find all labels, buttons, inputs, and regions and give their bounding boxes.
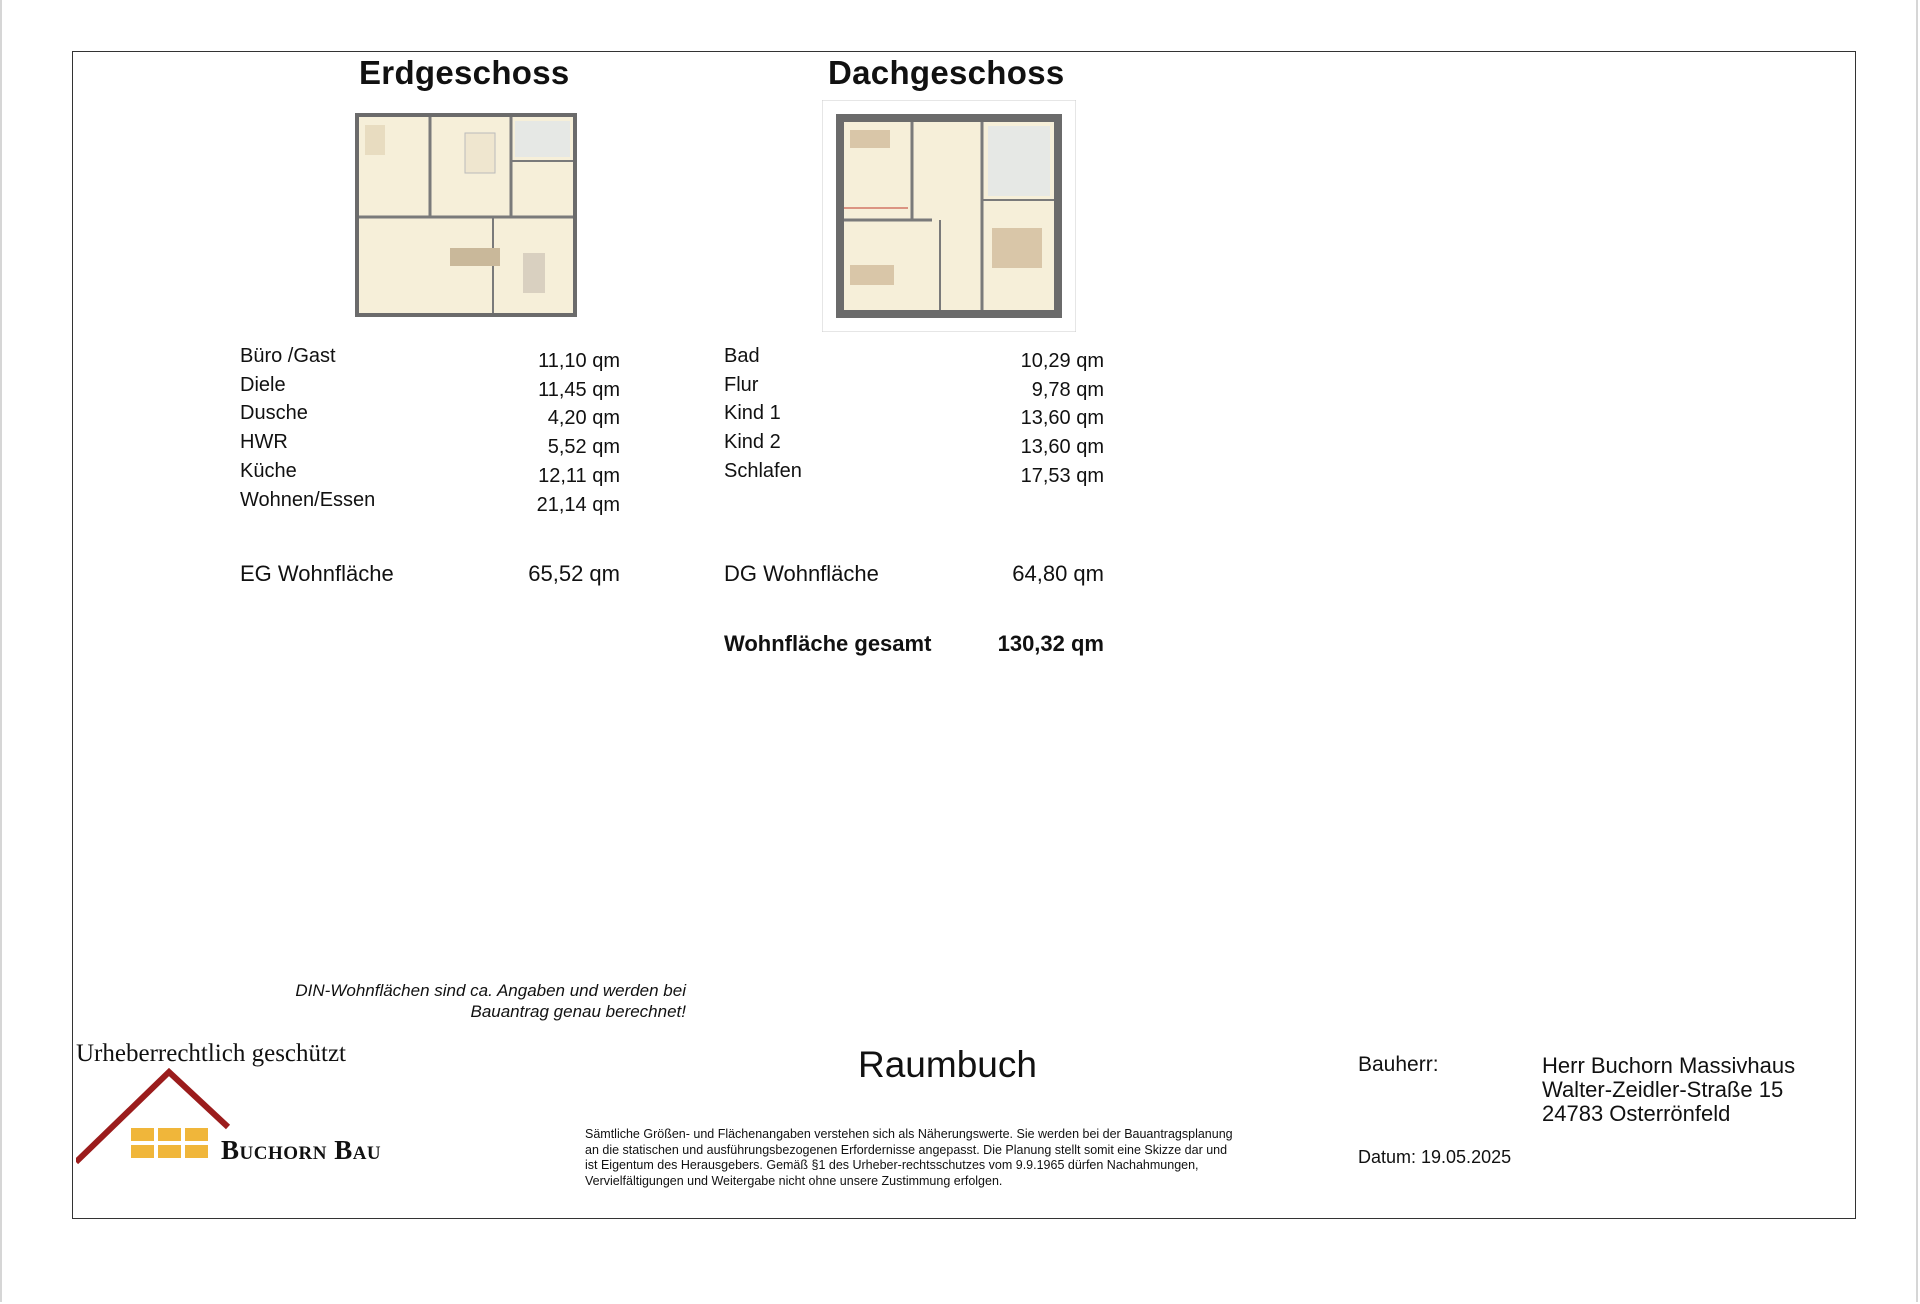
room-area: 10,29 qm bbox=[1020, 350, 1104, 372]
total-value: 130,32 qm bbox=[997, 631, 1104, 656]
eg-summary-value: 65,52 qm bbox=[528, 561, 620, 586]
room-name: Flur bbox=[724, 374, 759, 396]
room-name: Dusche bbox=[240, 402, 308, 424]
client-street: Walter-Zeidler-Straße 15 bbox=[1542, 1077, 1784, 1102]
room-name: Kind 2 bbox=[724, 431, 781, 453]
client-name: Herr Buchorn Massivhaus bbox=[1542, 1053, 1796, 1078]
room-area: 4,20 qm bbox=[547, 407, 620, 429]
document-title: Raumbuch bbox=[858, 1044, 1037, 1085]
din-note-line: Bauantrag genau berechnet! bbox=[470, 1002, 686, 1021]
room-area: 9,78 qm bbox=[1031, 379, 1104, 401]
room-area: 21,14 qm bbox=[536, 494, 620, 516]
room-area: 13,60 qm bbox=[1020, 407, 1104, 429]
room-area: 12,11 qm bbox=[538, 465, 620, 487]
disclaimer bbox=[585, 1127, 1305, 1189]
room-name: Kind 1 bbox=[724, 402, 781, 424]
dg-summary-value: 64,80 qm bbox=[1012, 561, 1104, 586]
disclaimer-line: an die statischen und ausführungsbezogenen Erfordernisse angepasst. Die Planung stellt somit eine Skizze dar und bbox=[585, 1142, 1228, 1157]
copyright-text: Urheberrechtlich geschützt bbox=[76, 1040, 347, 1067]
floor-title-erdgeschoss: Erdgeschoss bbox=[359, 54, 570, 91]
disclaimer-line: ist Eigentum des Herausgebers. Gemäß §1 des Urheber-rechtsschutzes vom 9.9.1965 dürfen Nachahmungen, bbox=[585, 1158, 1199, 1172]
room-area: 11,10 qm bbox=[538, 350, 620, 372]
eg-summary-label: EG Wohnfläche bbox=[240, 561, 394, 586]
din-note bbox=[230, 980, 686, 1022]
document-date: Datum: 19.05.2025 bbox=[1358, 1147, 1512, 1167]
ground-floor-plan bbox=[355, 113, 577, 317]
room-name: Schlafen bbox=[724, 460, 802, 482]
floor-title-dachgeschoss: Dachgeschoss bbox=[828, 54, 1065, 91]
room-area: 13,60 qm bbox=[1020, 436, 1104, 458]
total-label: Wohnfläche gesamt bbox=[724, 631, 932, 656]
client-label: Bauherr: bbox=[1358, 1053, 1439, 1076]
room-name: Küche bbox=[240, 460, 297, 482]
room-name: Büro /Gast bbox=[240, 345, 336, 367]
din-note-line: DIN-Wohnflächen sind ca. Angaben und werden bei bbox=[295, 981, 686, 1000]
disclaimer-line: Vervielfältigungen und Weitergabe nicht ohne unsere Zustimmung erfolgen. bbox=[585, 1173, 1003, 1188]
room-name: Bad bbox=[724, 345, 760, 367]
room-name: HWR bbox=[240, 431, 288, 453]
upper-floor-plan bbox=[822, 100, 1076, 332]
room-area: 17,53 qm bbox=[1020, 465, 1104, 487]
brand-name: Buchorn Bau bbox=[221, 1135, 382, 1165]
room-area: 11,45 qm bbox=[538, 379, 620, 401]
dg-summary-label: DG Wohnfläche bbox=[724, 561, 879, 586]
room-area: 5,52 qm bbox=[547, 436, 620, 458]
disclaimer-line: Sämtliche Größen- und Flächenangaben verstehen sich als Näherungswerte. Sie werden bei der Bauantragsplanung bbox=[585, 1127, 1233, 1141]
client-city: 24783 Osterrönfeld bbox=[1542, 1101, 1731, 1126]
room-name: Diele bbox=[240, 374, 286, 396]
room-name: Wohnen/Essen bbox=[240, 489, 376, 511]
